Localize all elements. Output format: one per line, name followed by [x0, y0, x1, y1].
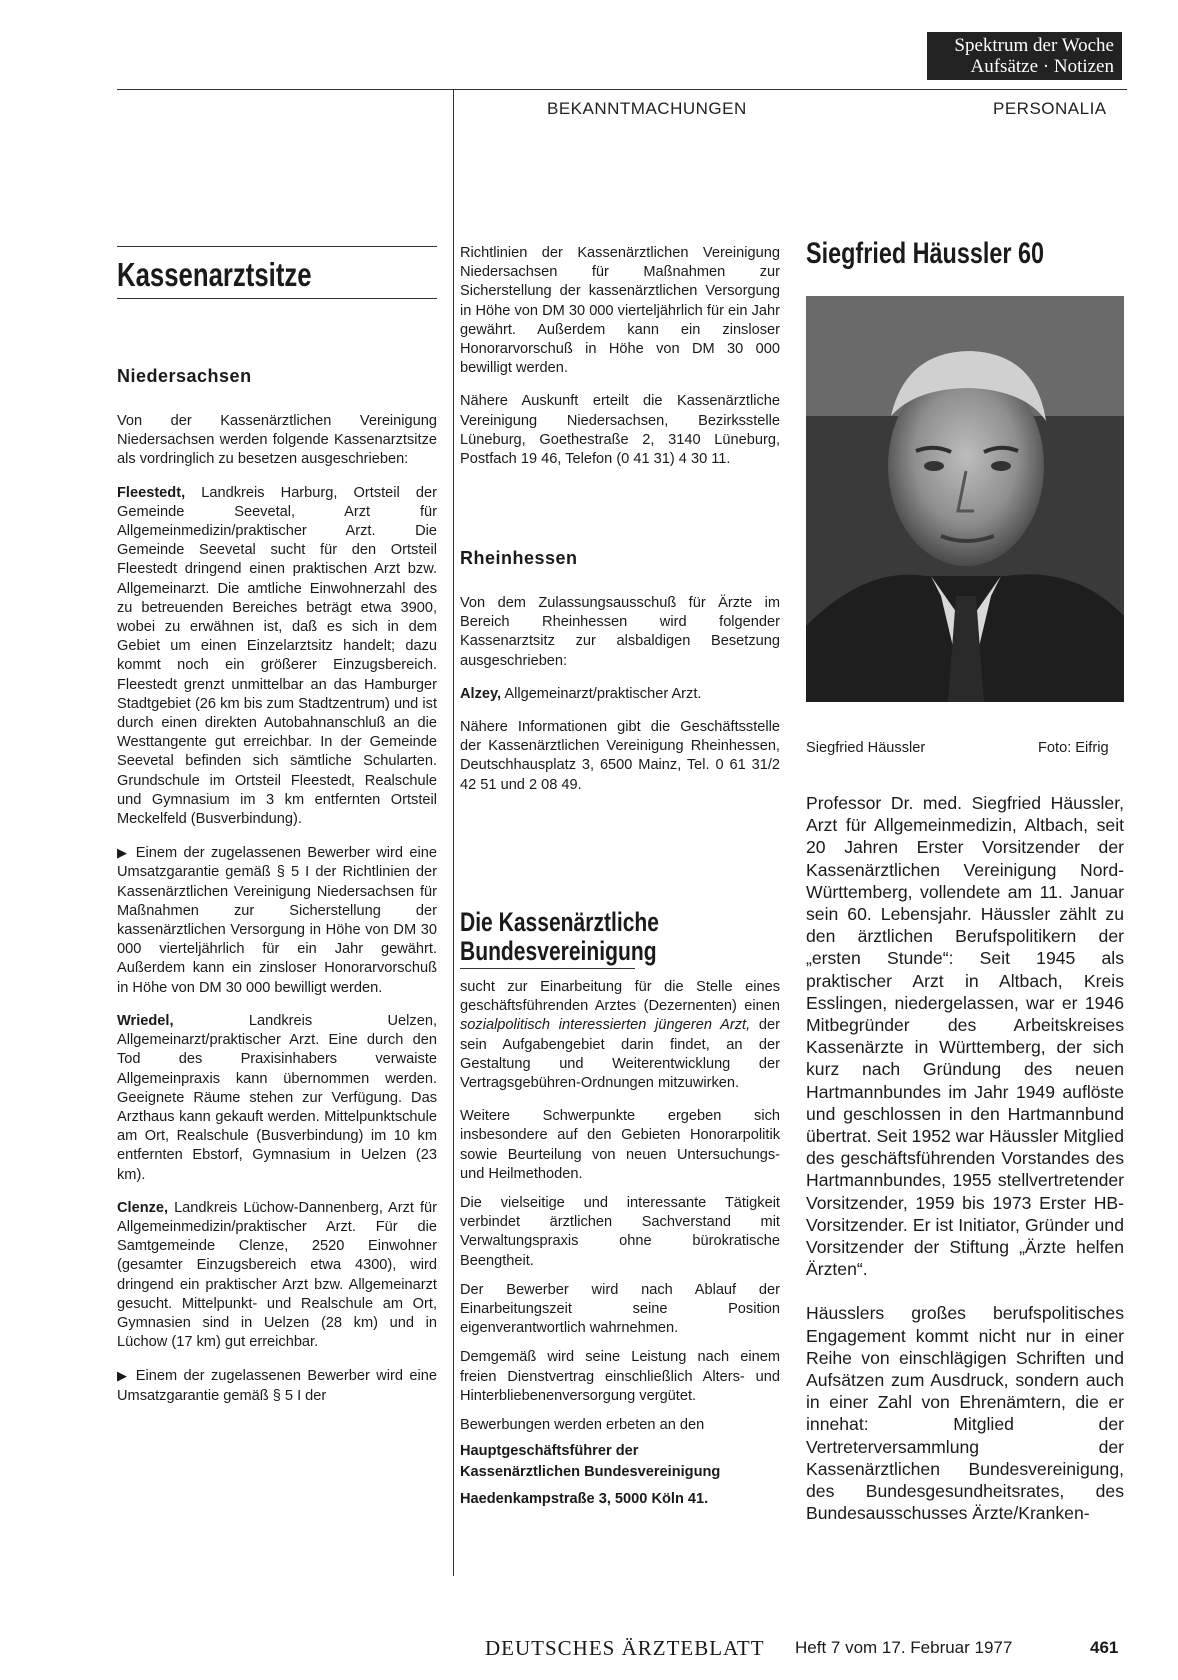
section-label-personalia: PERSONALIA: [993, 99, 1107, 118]
place-fleestedt: Fleestedt,: [117, 484, 186, 501]
address-line-2: Kassenärztlichen Bundesvereinigung: [460, 1464, 721, 1481]
contact-lueneburg: Nähere Auskunft erteilt die Kassenärztliche Vereinigung Niedersachsen, Bezirksstelle Lüneburg, Goethestraße 2, 3140 Lüneburg, Postfach 19 46, Telefon (0 41 31) 4 30 11.: [460, 393, 780, 468]
arrow-icon: ▶: [117, 845, 130, 861]
job-ad-title-line-1: Die Kassenärztliche: [460, 907, 659, 937]
listing-clenze-text: Landkreis Lüchow-Dannenberg, Arzt für Allgemeinmedizin/praktischer Arzt. Für die Samtgemeinde Clenze, 2520 Einwohner (gesamter Einzugsbereich etwa 4300), wird dringend ein praktischer Arzt bzw. Allgemeinarzt gesucht. Mittelpunkt- und Realschule am Ort, Gymnasien sind in Uelzen (28 km) und in Lüchow (17 km) gut erreichbar.: [117, 1199, 437, 1351]
photo-caption-credit: Foto: Eifrig: [1038, 740, 1109, 756]
biography-paragraph-1: Professor Dr. med. Siegfried Häussler, Arzt für Allgemeinmedizin, Altbach, seit 20 Jahren Erster Vorsitzender der Kassenärztlichen Vereinigung Nord-Württemberg, vollendete am 11. Januar sein 60. Lebensjahr. Häussler zählt zu den ärztlichen Berufspolitikern der „ersten Stunde“: Seit 1945 als praktischer Arzt in Altbach, Kreis Esslingen, niedergelassen, war er 1946 Mitbegründer des Arbeitskreises Kassenärzte in Württemberg, der sich kurz nach Gründung des neuen Hartmannbundes im Jahr 1949 auflöste und geschlossen in den Hartmannbund übertrat. Seit 1952 war Häussler Mitglied des geschäftsführenden Vorstandes des Hartmannbundes, 1955 stellvertretender Vorsitzender, 1959 bis 1973 Erster HB-Vorsitzender. Er ist Initiator, Gründer und Vorsitzender der Stiftung „Ärzte helfen Ärzten“.: [806, 793, 1124, 1280]
listing-fleestedt-text: Landkreis Harburg, Ortsteil der Gemeinde Seevetal, Arzt für Allgemeinmedizin/praktischer Arzt. Die Gemeinde Seevetal sucht für den Ortsteil Fleestedt dringend einen praktischen Arzt bzw. Allgemeinarzt. Die amtliche Einwohnerzahl des zu betreuenden Bereiches beträgt etwa 3900, wobei zu erwähnen ist, daß es sich in dem Gebiet um einen Einzelarztsitz handelt; dazu kommt noch ein größerer Einzugsbereich. Fleestedt grenzt unmittelbar an das Hamburger Stadtgebiet (26 km bis zum Stadtzentrum) und ist durch einen direkten Autobahnanschluß an die Westtangente gut erreichbar. In der Gemeinde Seevetal befinden sich sämtliche Schularten. Grundschule im Ortsteil Fleestedt, Realschule und Gymnasium im 3 km entfernten Ortsteil Meckelfeld (Busverbindung).: [117, 484, 437, 828]
badge-line-2: Aufsätze · Notizen: [970, 56, 1114, 77]
job-ad-paragraph-2: Weitere Schwerpunkte ergeben sich insbesondere auf den Gebieten Honorarpolitik sowie Beurteilung von neuen Untersuchungs- und Heilmethoden.: [460, 1108, 780, 1182]
job-ad-paragraph-1: [460, 978, 780, 1093]
middle-column-job-ad: [460, 978, 780, 1510]
top-rule: [117, 89, 1127, 90]
photo-caption-name: Siegfried Häussler: [806, 740, 926, 756]
contact-mainz: Nähere Informationen gibt die Geschäftsstelle der Kassenärztlichen Vereinigung Rheinhessen, Deutschhausplatz 3, 6500 Mainz, Tel. 0 61 31/2 42 51 und 2 08 49.: [460, 719, 780, 793]
job-ad-text-1b: der sein Aufgabengebiet darin findet, an der Gestaltung und Weiterentwicklung der Vertragsgebühren-Ordnungen mitzuwirken.: [460, 1017, 780, 1092]
column-divider: [453, 89, 454, 1576]
article-title-haeussler: Siegfried Häussler 60: [806, 237, 1045, 270]
job-ad-paragraph-4: Der Bewerber wird nach Ablauf der Einarbeitungszeit seine Position eigenverantwortlich wahrnehmen.: [460, 1281, 780, 1337]
address-line-1: Hauptgeschäftsführer der: [460, 1443, 639, 1460]
place-clenze: Clenze,: [117, 1199, 169, 1216]
listing-wriedel: [117, 1012, 437, 1185]
job-ad-title: [460, 908, 659, 966]
listing-alzey-text: Allgemeinarzt/praktischer Arzt.: [501, 685, 702, 702]
badge-line-1: Spektrum der Woche: [954, 35, 1114, 56]
job-ad-emphasis: sozialpolitisch interessierten jüngeren Arzt,: [460, 1017, 751, 1034]
right-column-text: [806, 792, 1124, 1539]
subhead-rheinhessen: Rheinhessen: [460, 548, 578, 568]
guarantee-text-1: Einem der zugelassenen Bewerber wird eine Umsatzgarantie gemäß § 5 I der Richtlinien der Kassenärztlichen Vereinigung Niedersachsen für Maßnahmen zur Sicherstellung der kassenärztlichen Versorgung in Höhe von DM 30 000 vierteljährlich für ein Jahr gewährt. Außerdem kann ein zinsloser Honorarvorschuß in Höhe von DM 30 000 bewilligt werden.: [117, 845, 437, 996]
place-wriedel: Wriedel,: [117, 1012, 174, 1029]
article-title-kassenarztsitze: Kassenarztsitze: [117, 256, 312, 293]
listing-alzey: [460, 685, 780, 704]
middle-column-upper: [460, 244, 780, 483]
job-ad-title-rule: [460, 968, 635, 969]
listing-wriedel-text: Landkreis Uelzen, Allgemeinarzt/praktischer Arzt. Eine durch den Tod des Praxisinhabers verwaiste Allgemeinpraxis kann übernommen werden. Geeignete Räume stehen zur Verfügung. Das Arzthaus kann gekauft werden. Mittelpunktschule am Ort, Realschule (Busverbindung) im 10 km entfernten Ebstorf, Gymnasium in Uelzen (23 km).: [117, 1012, 437, 1183]
intro-paragraph: Von der Kassenärztlichen Vereinigung Niedersachsen werden folgende Kassenarztsitze als vordringlich zu besetzen ausgeschrieben:: [117, 413, 437, 468]
job-ad-title-line-2: Bundesvereinigung: [460, 936, 657, 966]
subhead-niedersachsen: Niedersachsen: [117, 366, 252, 386]
portrait-photo: [806, 296, 1124, 702]
arrow-icon: ▶: [117, 1368, 130, 1384]
guarantee-paragraph-2: [117, 1366, 437, 1405]
guarantee-text-2: Einem der zugelassenen Bewerber wird eine Umsatzgarantie gemäß § 5 I der: [117, 1368, 437, 1404]
job-ad-text-1a: sucht zur Einarbeitung für die Stelle eines geschäftsführenden Arztes (Dezernenten) einen: [460, 979, 780, 1015]
guarantee-paragraph-1: [117, 843, 437, 998]
title-rule-bottom: [117, 298, 437, 299]
title-rule-top: [117, 246, 437, 247]
rheinhessen-intro: Von dem Zulassungsausschuß für Ärzte im Bereich Rheinhessen wird folgender Kassenarztsitz zur alsbaldigen Besetzung ausgeschrieben:: [460, 595, 780, 669]
address-line-3: Haedenkampstraße 3, 5000 Köln 41.: [460, 1491, 709, 1508]
job-ad-paragraph-5: Demgemäß wird seine Leistung nach einem freien Dienstvertrag einschließlich Alters- und Hinterbliebenenversorgung vergütet.: [460, 1349, 780, 1404]
middle-column-rheinhessen: [460, 594, 780, 809]
journal-name: DEUTSCHES ÄRZTEBLATT: [485, 1636, 765, 1660]
issue-info: Heft 7 vom 17. Februar 1977: [795, 1638, 1013, 1657]
biography-paragraph-2: Häusslers großes berufspolitisches Engagement kommt nicht nur in einer Reihe von einschlägigen Schriften und Aufsätzen zum Ausdruck, sondern auch in einer Zahl von Ehrenämtern, die er innehat: Mitglied der Vertreterversammlung der Kassenärztlichen Bundesvereinigung, des Bundesgesundheitsrates, des Bundesausschusses Ärzte/Kranken-: [806, 1303, 1124, 1524]
section-label-bekanntmachungen: BEKANNTMACHUNGEN: [547, 99, 747, 118]
listing-fleestedt: [117, 484, 437, 830]
section-badge: [927, 32, 1122, 80]
job-ad-paragraph-6: Bewerbungen werden erbeten an den: [460, 1417, 705, 1434]
listing-clenze: [117, 1199, 437, 1353]
left-column-text: [117, 412, 437, 1420]
job-ad-paragraph-3: Die vielseitige und interessante Tätigkeit verbindet ärztlichen Sachverstand mit Verwaltungspraxis ohne bürokratische Beengtheit.: [460, 1195, 780, 1269]
continued-paragraph: Richtlinien der Kassenärztlichen Vereinigung Niedersachsen für Maßnahmen zur Sicherstellung der kassenärztlichen Versorgung in Höhe von DM 30 000 vierteljährlich für ein Jahr gewährt. Außerdem kann ein zinsloser Honorarvorschuß in Höhe von DM 30 000 bewilligt werden.: [460, 245, 780, 377]
place-alzey: Alzey,: [460, 685, 502, 702]
page-number: 461: [1090, 1638, 1119, 1657]
job-ad-address: [460, 1441, 780, 1510]
portrait-illustration: [806, 296, 1124, 702]
